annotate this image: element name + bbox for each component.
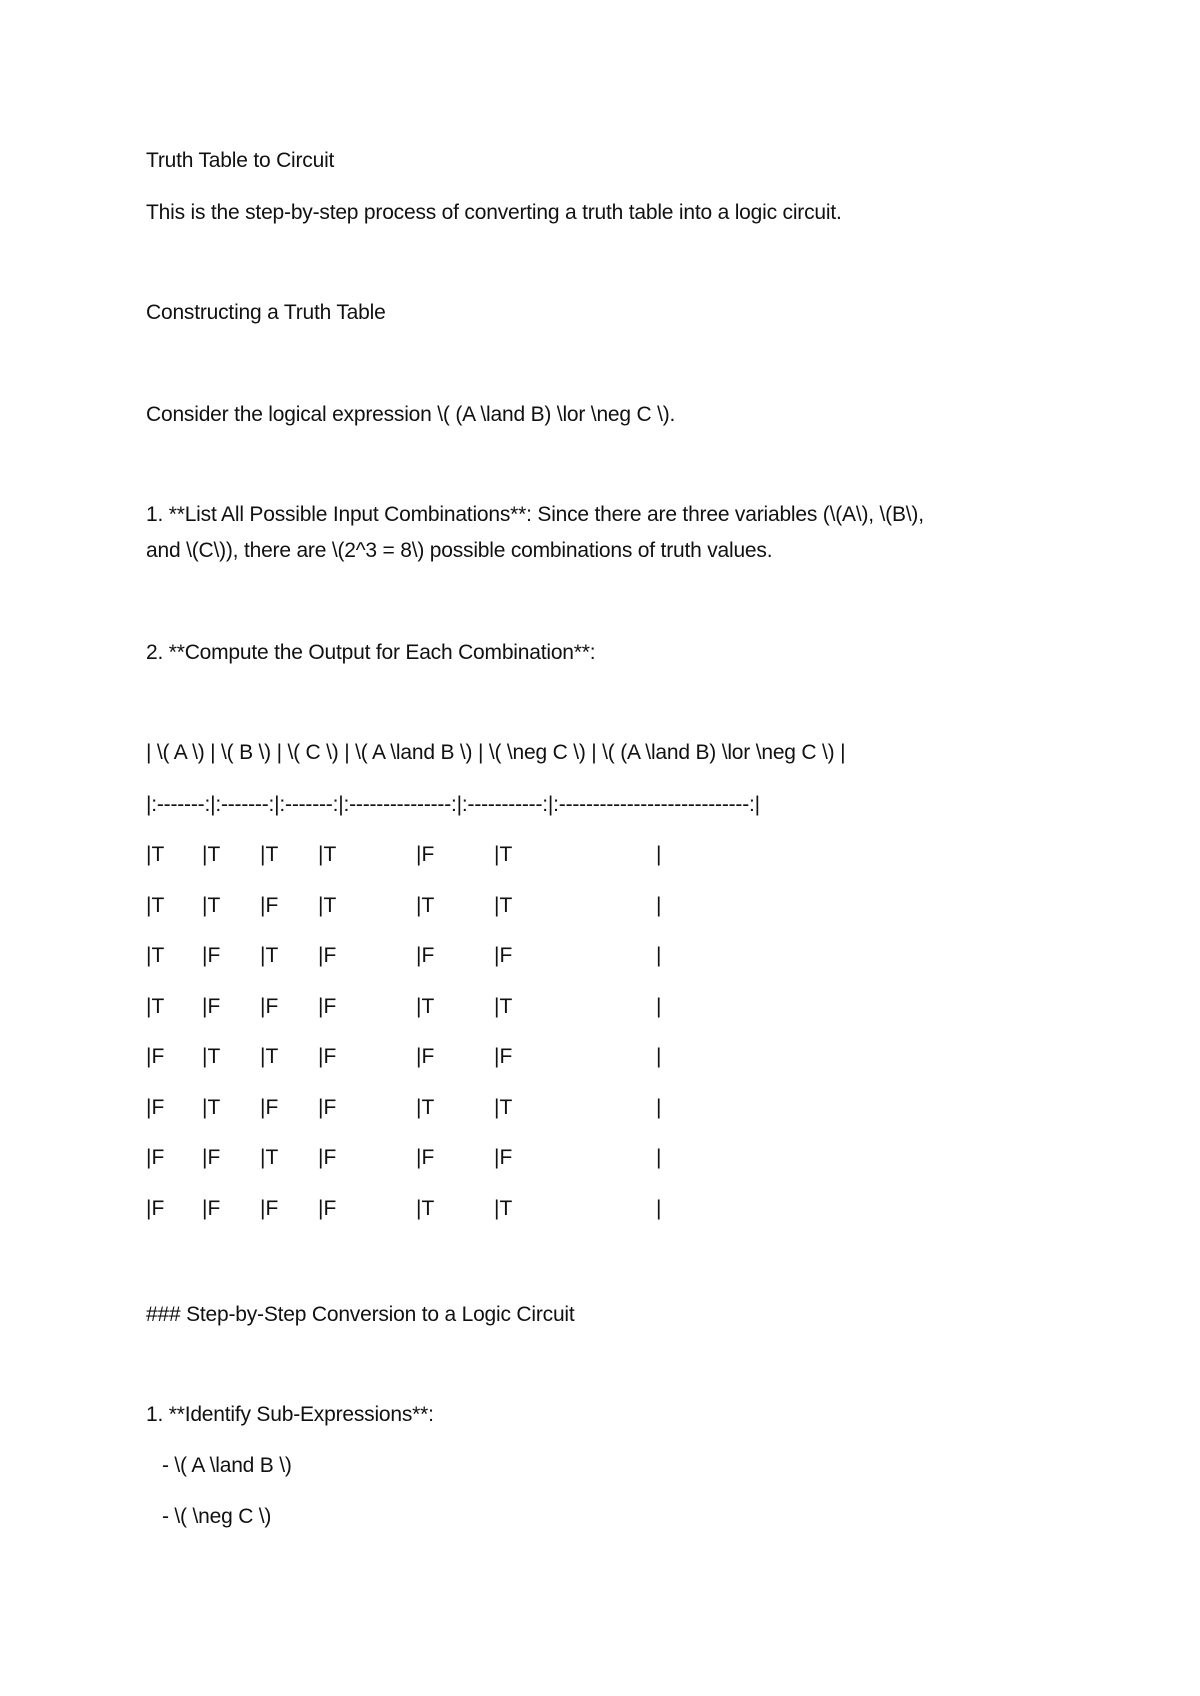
table-cell: |T (416, 894, 435, 917)
table-cell: |F (318, 1146, 337, 1169)
table-cell: |T (260, 1146, 279, 1169)
intro-paragraph: This is the step-by-step process of converting a truth table into a logic circuit. (146, 201, 842, 224)
step1-line1: 1. **List All Possible Input Combinations**: Since there are three variables (\(A\), \(B\), (146, 503, 924, 526)
table-cell: |F (318, 995, 337, 1018)
table-cell: |F (202, 944, 221, 967)
table-cell: |F (202, 995, 221, 1018)
table-row (146, 1044, 706, 1070)
table-cell: |T (494, 843, 513, 866)
table-cell: | (656, 1096, 662, 1119)
table-cell: |T (318, 894, 337, 917)
identify-step: 1. **Identify Sub-Expressions**: (146, 1403, 434, 1426)
table-cell: |T (146, 995, 165, 1018)
table-cell: | (656, 843, 662, 866)
table-cell: |F (260, 1096, 279, 1119)
table-cell: |T (494, 894, 513, 917)
table-cell: |T (260, 944, 279, 967)
table-cell: |T (416, 995, 435, 1018)
table-cell: |F (260, 894, 279, 917)
table-cell: | (656, 1146, 662, 1169)
table-cell: |F (146, 1197, 165, 1220)
table-cell: |T (494, 995, 513, 1018)
table-cell: |F (318, 1096, 337, 1119)
table-cell: |F (416, 843, 435, 866)
sub-expression-2: - \( \neg C \) (162, 1505, 272, 1528)
document-title: Truth Table to Circuit (146, 149, 335, 172)
table-cell: | (656, 944, 662, 967)
table-cell: |F (318, 1045, 337, 1068)
section-heading: Constructing a Truth Table (146, 301, 386, 324)
table-cell: |T (260, 1045, 279, 1068)
table-cell: | (656, 1197, 662, 1220)
table-cell: |F (318, 944, 337, 967)
table-cell: |T (146, 944, 165, 967)
table-cell: |F (416, 1146, 435, 1169)
table-cell: |T (202, 1096, 221, 1119)
table-cell: |T (202, 1045, 221, 1068)
conversion-heading: ### Step-by-Step Conversion to a Logic Circuit (146, 1303, 575, 1326)
step1-line2: and \(C\)), there are \(2^3 = 8\) possible combinations of truth values. (146, 539, 773, 562)
table-row (146, 1095, 706, 1121)
table-cell: |T (494, 1096, 513, 1119)
table-cell: |T (318, 843, 337, 866)
table-cell: |T (146, 843, 165, 866)
table-cell: |F (416, 944, 435, 967)
table-header: | \( A \) | \( B \) | \( C \) | \( A \land B \) | \( \neg C \) | \( (A \land B) \lor \neg C \) | (146, 741, 846, 764)
table-row (146, 893, 706, 919)
table-cell: |T (416, 1197, 435, 1220)
table-cell: |T (260, 843, 279, 866)
table-cell: |T (146, 894, 165, 917)
table-cell: |T (416, 1096, 435, 1119)
table-cell: | (656, 894, 662, 917)
table-row (146, 842, 706, 868)
expression-paragraph: Consider the logical expression \( (A \land B) \lor \neg C \). (146, 403, 676, 426)
table-cell: |F (146, 1045, 165, 1068)
table-separator: |:-------:|:-------:|:-------:|:---------------:|:-----------:|:----------------------------:| (146, 793, 760, 816)
table-cell: |F (202, 1146, 221, 1169)
table-cell: | (656, 1045, 662, 1068)
step2-paragraph: 2. **Compute the Output for Each Combination**: (146, 641, 596, 664)
table-row (146, 1145, 706, 1171)
table-cell: |F (494, 944, 513, 967)
table-cell: |F (146, 1146, 165, 1169)
table-cell: |T (494, 1197, 513, 1220)
table-cell: |F (260, 1197, 279, 1220)
table-cell: |F (146, 1096, 165, 1119)
table-cell: |F (494, 1146, 513, 1169)
table-row (146, 994, 706, 1020)
table-cell: |F (202, 1197, 221, 1220)
table-cell: | (656, 995, 662, 1018)
table-cell: |F (494, 1045, 513, 1068)
table-cell: |F (416, 1045, 435, 1068)
table-cell: |F (260, 995, 279, 1018)
table-cell: |T (202, 894, 221, 917)
table-cell: |T (202, 843, 221, 866)
table-row (146, 943, 706, 969)
table-cell: |F (318, 1197, 337, 1220)
sub-expression-1: - \( A \land B \) (162, 1454, 292, 1477)
table-row (146, 1196, 706, 1222)
